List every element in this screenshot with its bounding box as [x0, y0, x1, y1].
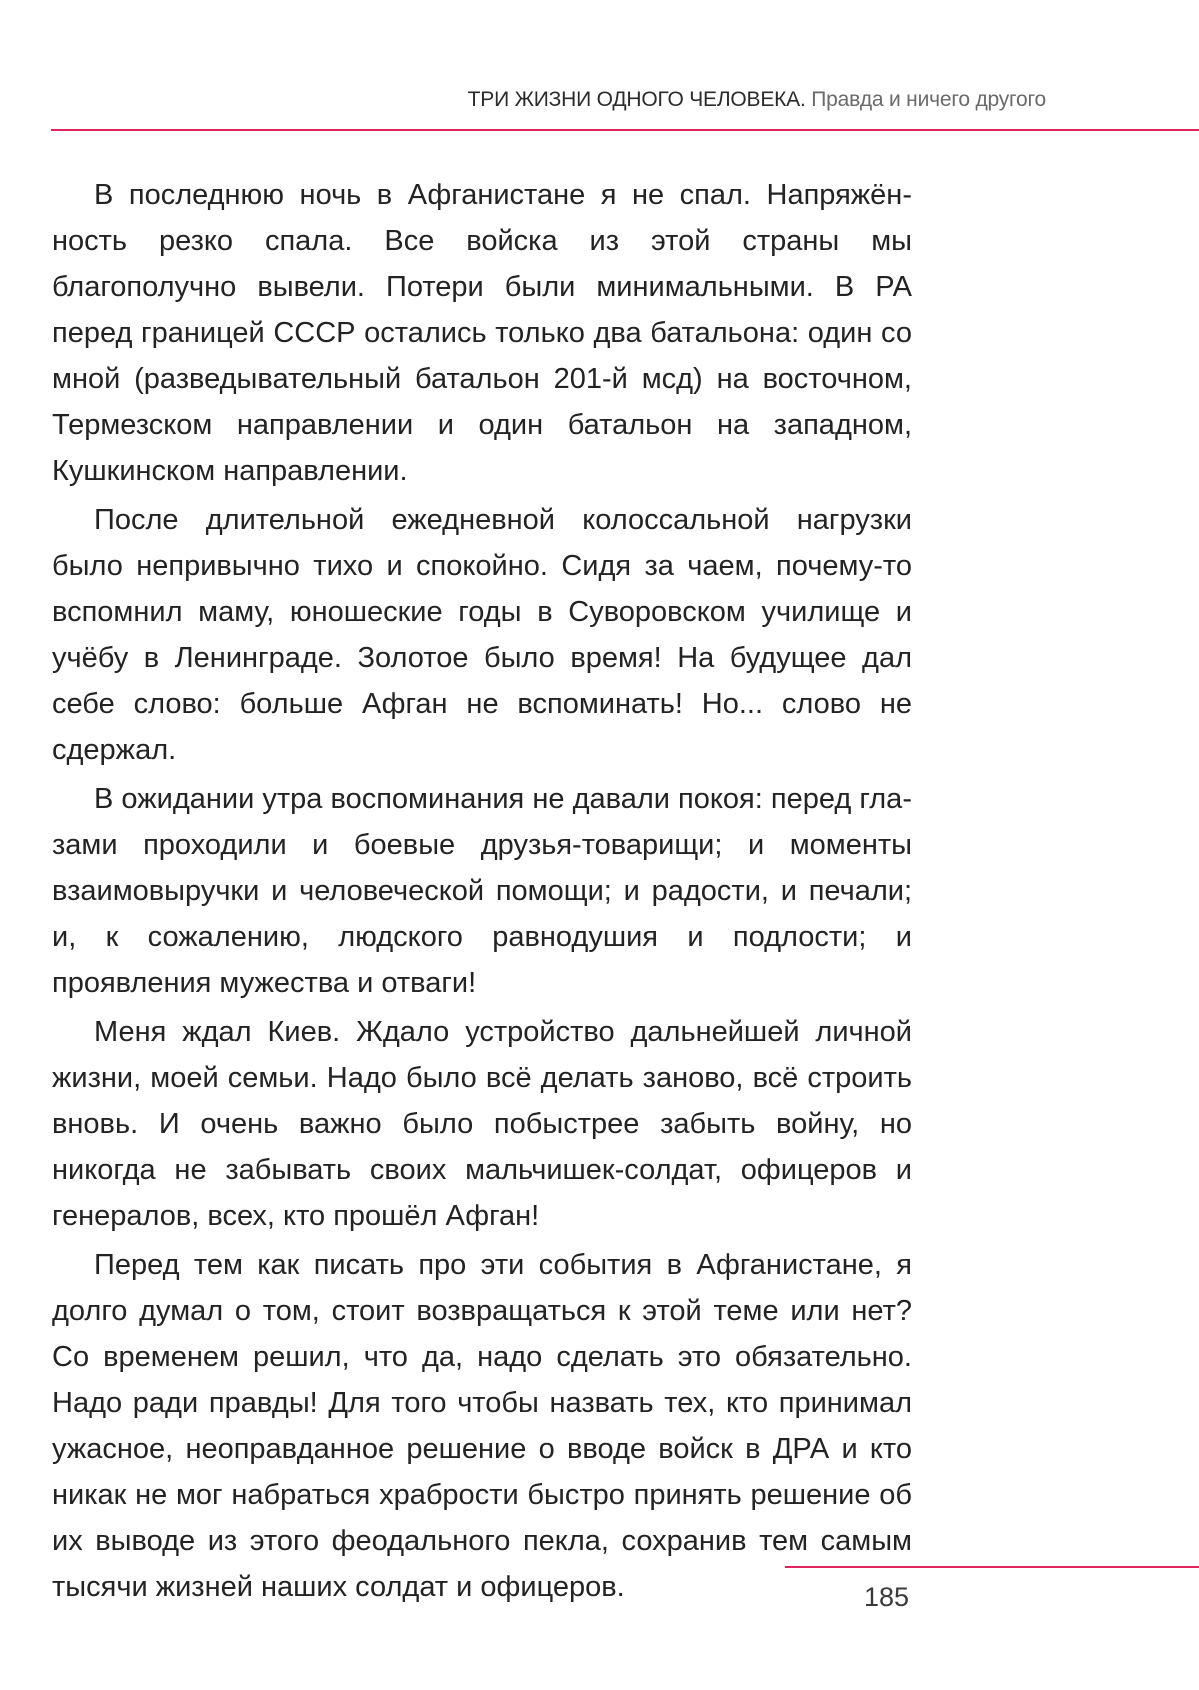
- running-header: [468, 88, 1046, 112]
- header-rule: [51, 129, 1199, 131]
- book-subtitle: Правда и ничего другого: [811, 88, 1046, 111]
- paragraph: В последнюю ночь в Афганистане я не спал. Напряжённость резко спала. Все войска из этой страны мы благополучно вывели. Потери были минимальными. В РА перед границей СССР остались только два батальона: один со мной (разведывательный батальон 201-й мсд) на восточном, Термезском направлении и один батальон на западном, Кушкинском направлении.: [52, 179, 912, 487]
- body-text: [52, 172, 912, 1613]
- book-title: ТРИ ЖИЗНИ ОДНОГО ЧЕЛОВЕКА.: [467, 88, 806, 111]
- paragraph: В ожидании утра воспоминания не давали покоя: перед глазами проходили и боевые друзья-товарищи; и моменты взаимовыручки и человеческой помощи; и радости, и печали; и, к сожалению, людского равнодушия и подлости; и проявления мужества и отваги!: [52, 783, 912, 999]
- paragraph: После длительной ежедневной колоссальной нагрузки было непривычно тихо и спокойно. Сидя за чаем, почему-то вспомнил маму, юношеские годы в Суворовском училище и учёбу в Ленинграде. Золотое было время! На будущее дал себе слово: больше Афган не вспоминать! Но... слово не сдержал.: [52, 504, 912, 766]
- paragraph: Меня ждал Киев. Ждало устройство дальнейшей личной жизни, моей семьи. Надо было всё делать заново, всё строить вновь. И очень важно было побыстрее забыть войну, но никогда не забывать своих мальчишек-солдат, офицеров и генералов, всех, кто прошёл Афган!: [52, 1016, 912, 1232]
- page-number: 185: [864, 1582, 910, 1612]
- footer-rule: [785, 1566, 1199, 1568]
- paragraph: Перед тем как писать про эти события в Афганистане, я долго думал о том, стоит возвращаться к этой теме или нет? Со временем решил, что да, надо сделать это обязательно. Надо ради правды! Для того чтобы назвать тех, кто принимал ужасное, неоправданное решение о вводе войск в ДРА и кто никак не мог набраться храбрости быстро принять решение об их выводе из этого феодального пекла, сохранив тем самым тысячи жизней наших солдат и офицеров.: [52, 1249, 912, 1603]
